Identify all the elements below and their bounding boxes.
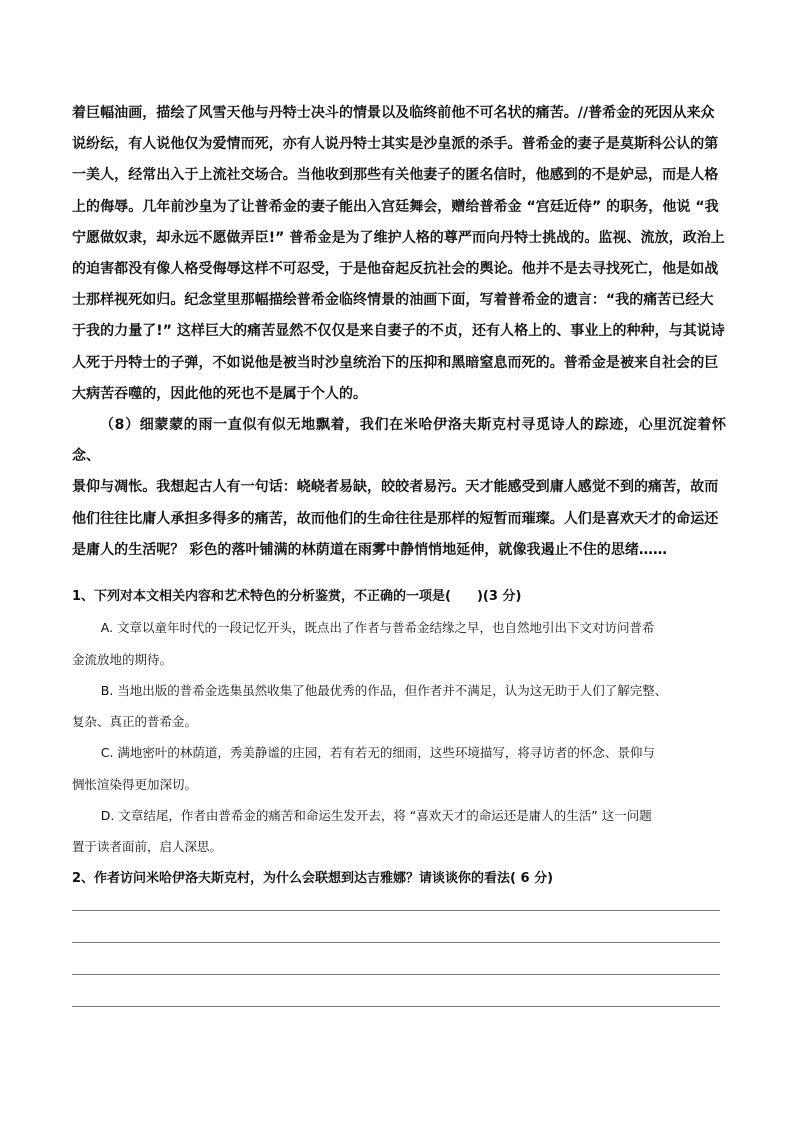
option-b-line: 复杂、真正的普希金。 xyxy=(72,714,198,730)
option-a-line: 金流放地的期待。 xyxy=(72,651,173,667)
reading-passage xyxy=(72,98,726,566)
passage-line: 的迫害都没有像人格受侮辱这样不可忍受，于是他奋起反抗社会的舆论。他并不是去寻找死亡，他是如战 xyxy=(72,261,719,278)
answer-area[interactable] xyxy=(72,908,720,1007)
question-1-title: 1、下列对本文相关内容和艺术特色的分析鉴赏，不正确的一项是( )(3 分) xyxy=(72,589,522,604)
option-a-line: A. 文章以童年时代的一段记忆开头，既点出了作者与普希金结缘之早，也自然地引出下文对访问普希 xyxy=(100,620,655,636)
passage-line: 上的侮辱。几年前沙皇为了让普希金的妻子能出入宫廷舞会，赠给普希金 “宫廷近侍” 的职务，他说 “我 xyxy=(72,198,719,215)
option-b-line: B. 当地出版的普希金选集虽然收集了他最优秀的作品，但作者并不满足，认为这无助于人们了解完整、 xyxy=(100,682,668,698)
option-c-line: 惆怅渲染得更加深切。 xyxy=(72,776,198,792)
answer-line[interactable] xyxy=(72,975,720,1007)
option-c-line: C. 满地密叶的林荫道，秀美静谧的庄园，若有若无的细雨，这些环境描写，将寻访者的怀念、景仰与 xyxy=(100,745,655,761)
answer-line[interactable] xyxy=(72,943,720,975)
passage-line: 说纷纭，有人说他仅为爱情而死，亦有人说丹特士其实是沙皇派的杀手。普希金的妻子是莫斯科公认的第 xyxy=(72,136,719,153)
option-d-line: 置于读者面前，启人深思。 xyxy=(72,839,223,855)
passage-line: 一美人，经常出入于上流社交场合。当他收到那些有关他妻子的匿名信时，他感到的不是妒忌，而是人格 xyxy=(72,167,719,184)
passage-line: 大病苦吞噬的，因此他的死也不是属于个人的。 xyxy=(72,385,368,402)
paragraph-8 xyxy=(72,410,726,566)
passage-line: 是庸人的生活呢？ 彩色的落叶铺满的林荫道在雨雾中静悄悄地延伸，就像我遏止不住的思绪…… xyxy=(72,541,668,558)
answer-line[interactable] xyxy=(72,911,720,943)
passage-line: 于我的力量了!” 这样巨大的痛苦显然不仅仅是来自妻子的不贞，还有人格上的、事业上的种种，与其说诗 xyxy=(72,323,725,340)
option-b[interactable] xyxy=(72,675,726,738)
question-2-title: 2、作者访问米哈伊洛夫斯克村，为什么会联想到达吉雅娜？请谈谈你的看法( 6 分) xyxy=(72,870,554,886)
option-d-line: D. 文章结尾，作者由普希金的痛苦和命运生发开去，将 “喜欢天才的命运还是庸人的生活” 这一问题 xyxy=(100,808,652,824)
passage-line: 景仰与凋怅。我想起古人有一句话：峣峣者易缺，皎皎者易污。天才能感受到庸人感觉不到的痛苦，故而 xyxy=(72,479,719,496)
option-d[interactable] xyxy=(72,800,726,863)
question-section xyxy=(72,581,726,894)
passage-line: 着巨幅油画，描绘了风雪天他与丹特士决斗的情景以及临终前他不可名状的痛苦。//普希金的死因从来众 xyxy=(72,105,715,121)
passage-line: 士那样视死如归。纪念堂里那幅描绘普希金临终情景的油画下面，写着普希金的遗言：“我的痛苦已经大 xyxy=(72,292,714,309)
option-c[interactable] xyxy=(72,737,726,800)
passage-line: 宁愿做奴隶，却永远不愿做弄臣!” 普希金是为了维护人格的尊严而向丹特士挑战的。监视、流放，政治上 xyxy=(72,229,725,246)
passage-line: （8）细蒙蒙的雨一直似有似无地飘着，我们在米哈伊洛夫斯克村寻觅诗人的踪迹，心里沉淀着怀念、 xyxy=(72,417,726,465)
option-a[interactable] xyxy=(72,612,726,675)
passage-line: 他们往往比庸人承担多得多的痛苦，故而他们的生命往往是那样的短暂而璀璨。人们是喜欢天才的命运还 xyxy=(72,510,719,527)
paragraph-continuation xyxy=(72,98,726,410)
passage-line: 人死于丹特士的子弹，不如说他是被当时沙皇统治下的压抑和黑暗窒息而死的。普希金是被来自社会的巨 xyxy=(72,354,719,371)
